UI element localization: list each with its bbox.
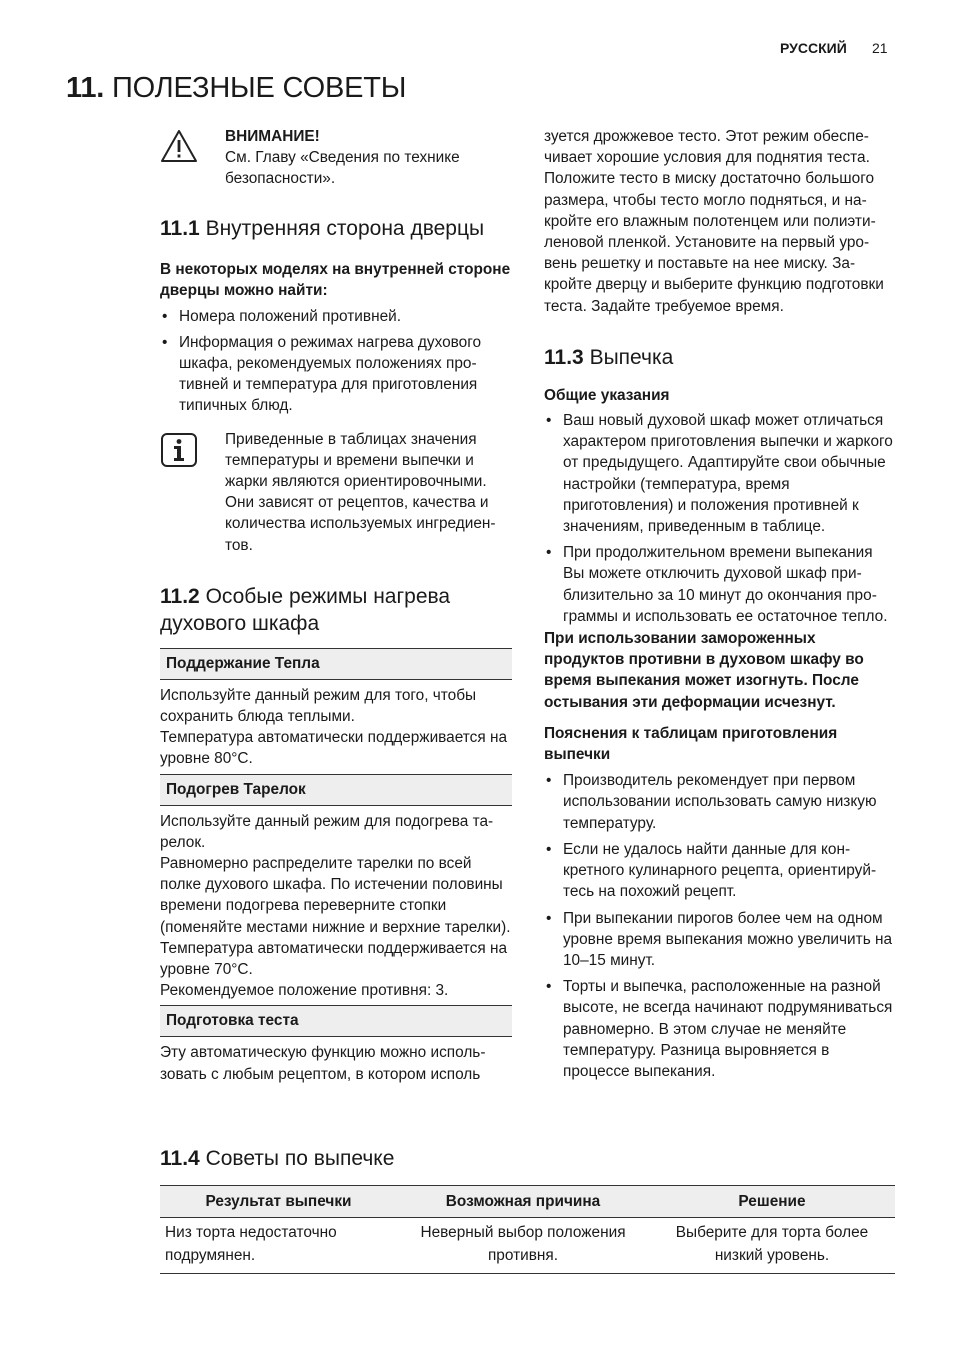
section-title: Особые режимы нагрева духового шкафа	[160, 584, 451, 635]
table-explanation-heading: Пояснения к таблицам приготовления выпечки	[544, 724, 838, 764]
warning-triangle-icon	[160, 128, 198, 166]
warning-title: ВНИМАНИЕ!	[225, 128, 320, 145]
general-heading: Общие указания	[544, 386, 670, 404]
baking-tips-section	[160, 1145, 895, 1274]
chapter-title	[66, 72, 406, 105]
list-item: • Информация о режимах нагрева духового шкафа, рекомендуемых положениях противней и температура для приготовления типичных блюд.	[160, 332, 512, 417]
section-heading-11-2	[160, 583, 512, 637]
info-icon	[160, 431, 198, 469]
list-item: • Номера положений противней.	[160, 306, 512, 327]
general-list	[544, 410, 896, 627]
section-heading-11-1	[160, 215, 512, 242]
list-item: • Торты и выпечка, расположенные на разной высоте, не всегда начинают подрумяниваться равномерно. В этом случае не меняйте температуру. Разница выровняется в процессе выпекания.	[544, 976, 896, 1082]
mode-text: Температура автоматически поддерживается на уровне 70°C.	[160, 939, 508, 979]
baking-tips-table	[160, 1185, 895, 1274]
info-note	[160, 429, 512, 556]
mode-body	[160, 1037, 512, 1084]
section-title: Внутренняя сторона дверцы	[205, 216, 485, 240]
door-intro: В некоторых моделях на внутренней стороне дверцы можно найти:	[160, 260, 511, 299]
mode-header: Подогрев Тарелок	[160, 774, 512, 806]
table-header-row	[160, 1186, 895, 1218]
table-explanation-list	[544, 770, 896, 1082]
section-number: 11.2	[160, 584, 200, 608]
list-item: • Ваш новый духовой шкаф может отличаться характером приготовления выпечки и жаркого от предыдущего. Адаптируйте свои обычные настройки (температура, время приготовления) и положения противней к значениям, приведенным в таблице.	[544, 410, 896, 537]
mode-text: Эту автоматическую функцию можно использовать с любым рецептом, в котором исполь	[160, 1044, 486, 1083]
list-item: • Производитель рекомендует при первом использовании использовать самую низкую температуру.	[544, 770, 896, 834]
section-title: Выпечка	[589, 345, 674, 369]
list-item: • При продолжительном времени выпекания Вы можете отключить духовой шкаф приблизительно за 10 минут до окончания программы и использовать ее остаточное тепло.	[544, 542, 896, 627]
warning-note	[160, 126, 512, 190]
column-header: Возможная причина	[397, 1186, 649, 1218]
section-title: Советы по выпечке	[205, 1147, 395, 1170]
door-list	[160, 306, 512, 417]
section-number: 11.4	[160, 1147, 200, 1170]
table-cell: Выберите для торта более низкий уровень.	[649, 1218, 895, 1274]
page-language: РУССКИЙ	[780, 40, 847, 56]
list-item: • Если не удалось найти данные для конкретного кулинарного рецепта, ориентируйтесь на похожий рецепт.	[544, 839, 896, 903]
table-cell: Неверный выбор положения противня.	[397, 1218, 649, 1274]
mode-body	[160, 680, 512, 770]
table-cell: Низ торта недостаточно подрумянен.	[160, 1218, 397, 1274]
column-header: Решение	[649, 1186, 895, 1218]
section-number: 11.1	[160, 216, 200, 240]
dough-continued: зуется дрожжевое тесто. Этот режим обеспечивает хорошие условия для поднятия теста. Положите тесто в миску достаточно большого размера, чтобы тесто могло подняться, и накройте его влажным полотенцем или полиэтиленовой пленкой. Установите на первый уровень решетку и поставьте на нее миску. Закройте дверцу и выберите функцию подготовки теста. Задайте требуемое время.	[544, 128, 884, 315]
mode-dough	[160, 1005, 512, 1084]
mode-text: Рекомендуемое положение противня: 3.	[160, 982, 449, 1000]
column-header: Результат выпечки	[160, 1186, 397, 1218]
mode-text: Используйте данный режим для подогрева тарелок.	[160, 812, 494, 851]
mode-body	[160, 806, 512, 1002]
frozen-note: При использовании замороженных продуктов противни в духовом шкафу во время выпекания может изогнуть. После остывания эти деформации исчезнут.	[544, 630, 864, 711]
section-heading-11-4	[160, 1145, 895, 1172]
mode-text: Равномерно распределите тарелки по всей полке духового шкафа. По истечении половины времени подогрева переверните стопки (поменяйте местами нижние и верхние тарелки).	[160, 855, 511, 936]
mode-header: Подготовка теста	[160, 1005, 512, 1037]
section-heading-11-3	[544, 344, 896, 371]
chapter-title-text: ПОЛЕЗНЫЕ СОВЕТЫ	[111, 72, 407, 104]
right-column	[544, 126, 896, 1082]
table-row	[160, 1218, 895, 1274]
mode-text: Температура автоматически поддерживается на уровне 80°C.	[160, 729, 508, 768]
mode-warm	[160, 648, 512, 770]
list-item: • При выпекании пирогов более чем на одном уровне время выпекания можно увеличить на 10–15 минут.	[544, 908, 896, 972]
section-number: 11.3	[544, 345, 584, 369]
mode-text: Используйте данный режим для того, чтобы сохранить блюда теплыми.	[160, 686, 477, 726]
mode-header: Поддержание Тепла	[160, 648, 512, 680]
page-number: 21	[872, 40, 888, 56]
info-text: Приведенные в таблицах значения температуры и времени выпечки и жарки являются ориентировочными. Они зависят от рецептов, качества и количества используемых ингредиентов.	[225, 430, 496, 554]
left-column	[160, 126, 512, 1085]
chapter-number: 11.	[66, 72, 105, 104]
warning-text: См. Главу «Сведения по технике безопасности».	[225, 149, 460, 188]
mode-plates	[160, 774, 512, 1002]
